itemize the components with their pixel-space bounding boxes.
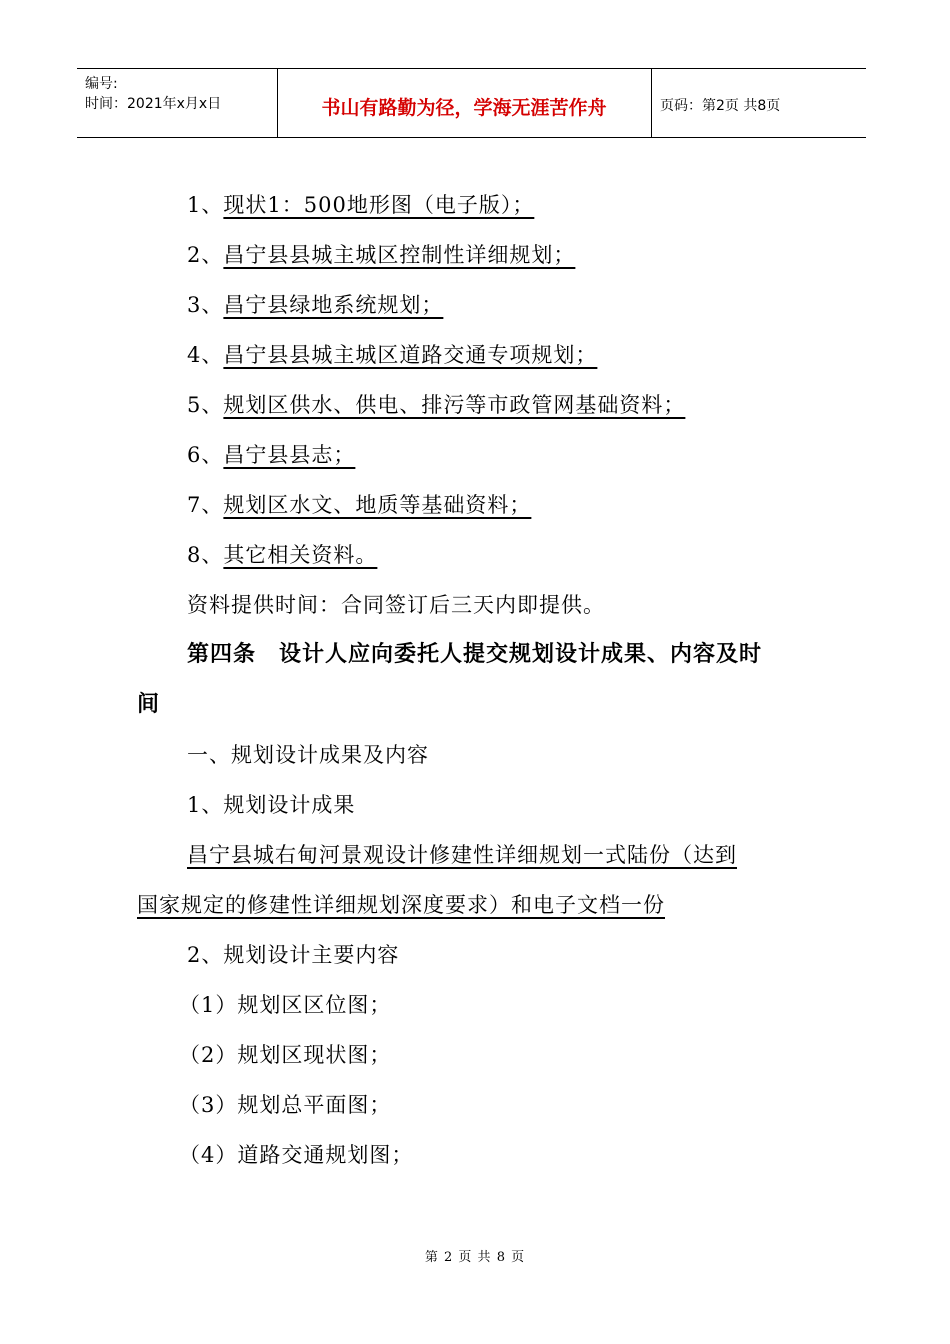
page-footer: 第 2 页 共 8 页 <box>424 1250 526 1265</box>
material-number: 7、 <box>187 493 224 517</box>
section-heading: 一、规划设计成果及内容 <box>187 743 429 767</box>
header-motto-cell <box>277 69 652 137</box>
material-text: 昌宁县县城主城区控制性详细规划； <box>223 243 576 267</box>
material-number: 1、 <box>187 193 224 217</box>
article-heading: 第四条 设计人应向委托人提交规划设计成果、内容及时 <box>187 642 763 667</box>
material-text: 其它相关资料。 <box>223 543 378 567</box>
material-item <box>187 191 534 219</box>
material-number: 2、 <box>187 243 224 267</box>
material-number: 6、 <box>187 443 224 467</box>
material-text: 规划区水文、地质等基础资料； <box>223 493 532 517</box>
content-item: （1）规划区区位图； <box>179 993 392 1017</box>
material-item <box>187 391 685 419</box>
result-text-line: 昌宁县城右甸河景观设计修建性详细规划一式陆份（达到 <box>187 843 737 867</box>
subsection-heading: 2、规划设计主要内容 <box>187 943 400 967</box>
content-item: （3）规划总平面图； <box>179 1093 392 1117</box>
material-text: 昌宁县县志； <box>223 443 356 467</box>
header-page-info: 页码：第2页 共8页 <box>660 98 781 114</box>
result-text-line: 国家规定的修建性详细规划深度要求）和电子文档一份 <box>137 893 665 917</box>
article-heading-continued: 间 <box>137 692 161 717</box>
material-item <box>187 441 355 469</box>
material-number: 3、 <box>187 293 224 317</box>
material-text: 昌宁县县城主城区道路交通专项规划； <box>223 343 598 367</box>
material-number: 4、 <box>187 343 224 367</box>
supply-time-text: 资料提供时间：合同签订后三天内即提供。 <box>187 593 605 617</box>
material-item <box>187 241 575 269</box>
document-date: 时间：2021年x月x日 <box>85 96 222 112</box>
header-page-cell <box>652 69 866 137</box>
content-item: （4）道路交通规划图； <box>179 1143 414 1167</box>
material-item <box>187 341 597 369</box>
material-item <box>187 291 443 319</box>
material-number: 5、 <box>187 393 224 417</box>
subsection-heading: 1、规划设计成果 <box>187 793 356 817</box>
material-text: 昌宁县绿地系统规划； <box>223 293 444 317</box>
header-motto: 书山有路勤为径，学海无涯苦作舟 <box>321 97 607 119</box>
material-text: 现状1：500地形图（电子版）； <box>223 193 535 217</box>
material-item <box>187 541 377 569</box>
document-number-label: 编号: <box>85 76 118 92</box>
page-header <box>77 68 866 138</box>
material-text: 规划区供水、供电、排污等市政管网基础资料； <box>223 393 686 417</box>
content-item: （2）规划区现状图； <box>179 1043 392 1067</box>
header-meta-cell <box>77 69 278 137</box>
material-number: 8、 <box>187 543 224 567</box>
material-item <box>187 491 531 519</box>
